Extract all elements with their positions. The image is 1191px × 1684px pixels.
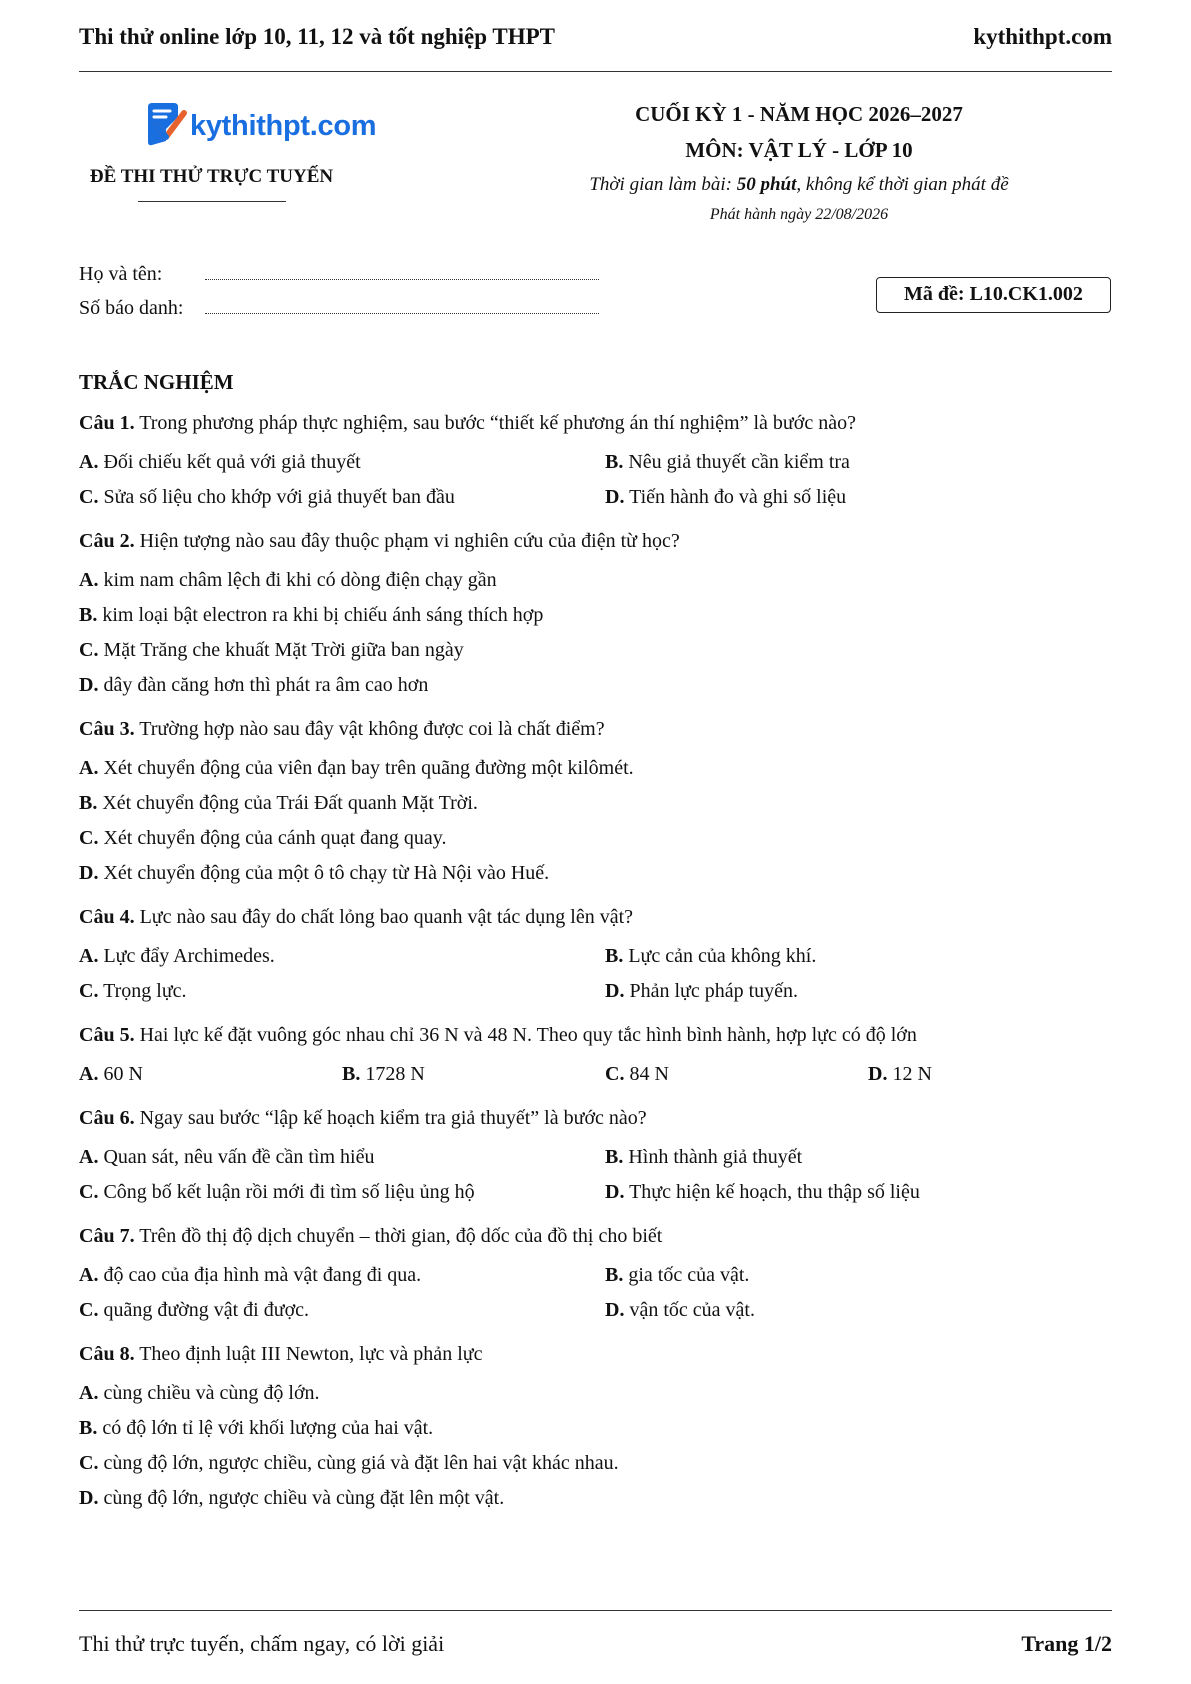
answer-option[interactable] — [79, 1260, 605, 1290]
option-text: 12 N — [892, 1063, 932, 1085]
exam-type-label: ĐỀ THI THỬ TRỰC TUYẾN — [89, 166, 334, 187]
option-text: Xét chuyển động của Trái Đất quanh Mặt Trời. — [102, 792, 478, 814]
answer-option[interactable] — [79, 1378, 1112, 1408]
option-key: D. — [79, 674, 99, 696]
question-text: Trường hợp nào sau đây vật không được coi là chất điểm? — [139, 718, 605, 740]
header-left-text: Thi thử online lớp 10, 11, 12 và tốt nghiệp THPT — [79, 24, 555, 49]
option-text: Nêu giả thuyết cần kiểm tra — [628, 451, 850, 473]
answer-options — [79, 753, 1112, 888]
answer-option[interactable] — [605, 447, 1112, 477]
option-text: có độ lớn tỉ lệ với khối lượng của hai vật. — [102, 1417, 434, 1439]
question-stem — [79, 1020, 1112, 1050]
option-text: Tiến hành đo và ghi số liệu — [629, 486, 847, 508]
option-text: cùng độ lớn, ngược chiều, cùng giá và đặt lên hai vật khác nhau. — [103, 1452, 619, 1474]
exam-release-date: Phát hành ngày 22/08/2026 — [709, 206, 889, 223]
option-text: Quan sát, nêu vấn đề cần tìm hiểu — [103, 1146, 375, 1168]
question-item — [79, 1020, 1112, 1089]
question-stem — [79, 902, 1112, 932]
question-number: Câu 5. — [79, 1024, 135, 1046]
site-logo[interactable] — [144, 96, 444, 156]
section-title: TRẮC NGHIỆM — [79, 370, 234, 394]
option-text: Hình thành giả thuyết — [628, 1146, 803, 1168]
answer-option[interactable] — [79, 1177, 605, 1207]
option-text: Thực hiện kế hoạch, thu thập số liệu — [629, 1181, 920, 1203]
option-text: gia tốc của vật. — [628, 1264, 750, 1286]
option-key: B. — [79, 604, 98, 626]
footer-left-text: Thi thử trực tuyến, chấm ngay, có lời giải — [79, 1631, 445, 1656]
answer-options — [79, 941, 1112, 1006]
question-text: Hai lực kế đặt vuông góc nhau chỉ 36 N và 48 N. Theo quy tắc hình bình hành, hợp lực có độ lớn — [139, 1024, 917, 1046]
option-key: C. — [79, 639, 99, 661]
option-text: Phản lực pháp tuyến. — [629, 980, 799, 1002]
answer-option[interactable] — [79, 941, 605, 971]
question-item — [79, 902, 1112, 1006]
option-key: B. — [79, 792, 98, 814]
exam-info — [579, 96, 1019, 228]
answer-option[interactable] — [79, 565, 1112, 595]
question-text: Lực nào sau đây do chất lỏng bao quanh vật tác dụng lên vật? — [139, 906, 634, 928]
option-key: A. — [79, 569, 99, 591]
answer-option[interactable] — [79, 753, 1112, 783]
answer-option[interactable] — [79, 1059, 342, 1089]
option-key: A. — [79, 1264, 99, 1286]
question-text: Ngay sau bước “lập kế hoạch kiểm tra giả thuyết” là bước nào? — [139, 1107, 647, 1129]
option-text: độ cao của địa hình mà vật đang đi qua. — [103, 1264, 422, 1286]
option-key: B. — [605, 1146, 624, 1168]
option-key: B. — [605, 945, 624, 967]
option-key: D. — [605, 980, 625, 1002]
student-name-row — [79, 262, 599, 296]
question-item — [79, 408, 1112, 512]
answer-option[interactable] — [79, 1448, 1112, 1478]
question-stem — [79, 526, 1112, 556]
exam-title: CUỐI KỲ 1 - NĂM HỌC 2026–2027 — [635, 102, 963, 126]
answer-option[interactable] — [605, 976, 1112, 1006]
option-key: D. — [605, 486, 625, 508]
option-text: Công bố kết luận rồi mới đi tìm số liệu ủng hộ — [103, 1181, 475, 1203]
header-site-link[interactable]: kythithpt.com — [973, 24, 1112, 49]
option-key: C. — [79, 1181, 99, 1203]
exam-heading — [79, 96, 1112, 226]
question-number: Câu 7. — [79, 1225, 135, 1247]
question-text: Theo định luật III Newton, lực và phản lực — [139, 1343, 483, 1365]
option-key: B. — [79, 1417, 98, 1439]
option-key: C. — [79, 1452, 99, 1474]
question-item — [79, 714, 1112, 888]
option-key: C. — [79, 980, 99, 1002]
question-stem — [79, 1221, 1112, 1251]
option-key: B. — [605, 451, 624, 473]
student-info — [79, 262, 599, 330]
answer-option[interactable] — [79, 1483, 1112, 1513]
option-key: B. — [605, 1264, 624, 1286]
option-text: Lực đẩy Archimedes. — [103, 945, 275, 967]
question-list — [79, 408, 1112, 1527]
question-number: Câu 6. — [79, 1107, 135, 1129]
option-key: D. — [79, 862, 99, 884]
option-text: Xét chuyển động của cánh quạt đang quay. — [103, 827, 447, 849]
option-text: Xét chuyển động của một ô tô chạy từ Hà Nội vào Huế. — [103, 862, 550, 884]
option-key: A. — [79, 1146, 99, 1168]
answer-option[interactable] — [79, 1413, 1112, 1443]
student-name-field[interactable] — [205, 262, 599, 280]
answer-options — [79, 565, 1112, 700]
question-stem — [79, 1339, 1112, 1369]
question-number: Câu 4. — [79, 906, 135, 928]
answer-option[interactable] — [79, 1295, 605, 1325]
page-number: Trang 1/2 — [1021, 1631, 1112, 1656]
question-text: Hiện tượng nào sau đây thuộc phạm vi nghiên cứu của điện từ học? — [139, 530, 680, 552]
option-text: Trọng lực. — [103, 980, 187, 1002]
answer-option[interactable] — [605, 1260, 1112, 1290]
student-id-field[interactable] — [205, 296, 599, 314]
option-text: vận tốc của vật. — [629, 1299, 755, 1321]
option-key: D. — [868, 1063, 888, 1085]
answer-options — [79, 1059, 1112, 1089]
option-text: Sửa số liệu cho khớp với giả thuyết ban đầu — [103, 486, 455, 508]
answer-option[interactable] — [342, 1059, 605, 1089]
question-text: Trong phương pháp thực nghiệm, sau bước “thiết kế phương án thí nghiệm” là bước nào? — [139, 412, 856, 434]
option-text: Mặt Trăng che khuất Mặt Trời giữa ban ngày — [103, 639, 464, 661]
option-key: D. — [605, 1299, 625, 1321]
option-text: cùng chiều và cùng độ lớn. — [103, 1382, 320, 1404]
option-text: cùng độ lớn, ngược chiều và cùng đặt lên một vật. — [103, 1487, 505, 1509]
question-number: Câu 1. — [79, 412, 135, 434]
option-key: D. — [79, 1487, 99, 1509]
page-footer — [79, 1610, 1112, 1657]
student-name-label: Họ và tên: — [79, 263, 163, 285]
option-key: C. — [605, 1063, 625, 1085]
option-key: A. — [79, 1063, 99, 1085]
question-item — [79, 1339, 1112, 1513]
exam-duration — [579, 168, 1019, 202]
student-id-label: Số báo danh: — [79, 297, 184, 319]
answer-option[interactable] — [605, 1142, 1112, 1172]
answer-option[interactable] — [79, 635, 1112, 665]
logo-block — [144, 96, 444, 156]
option-text: Xét chuyển động của viên đạn bay trên quãng đường một kilômét. — [103, 757, 634, 779]
answer-option[interactable] — [79, 788, 1112, 818]
question-number: Câu 8. — [79, 1343, 135, 1365]
answer-options — [79, 1378, 1112, 1513]
question-text: Trên đồ thị độ dịch chuyển – thời gian, độ dốc của đồ thị cho biết — [139, 1225, 663, 1247]
subtitle-underline — [79, 201, 344, 202]
option-key: A. — [79, 945, 99, 967]
option-text: kim nam châm lệch đi khi có dòng điện chạy gần — [103, 569, 497, 591]
answer-option[interactable] — [79, 600, 1112, 630]
option-key: C. — [79, 827, 99, 849]
option-key: D. — [605, 1181, 625, 1203]
answer-option[interactable] — [605, 1295, 1112, 1325]
answer-option[interactable] — [79, 1142, 605, 1172]
answer-option[interactable] — [79, 858, 1112, 888]
option-text: kim loại bật electron ra khi bị chiếu ánh sáng thích hợp — [102, 604, 544, 626]
option-text: dây đàn căng hơn thì phát ra âm cao hơn — [103, 674, 429, 696]
exam-subject: MÔN: VẬT LÝ - LỚP 10 — [685, 138, 913, 162]
option-key: B. — [342, 1063, 361, 1085]
answer-option[interactable] — [605, 1059, 868, 1089]
option-key: A. — [79, 1382, 99, 1404]
logo-text-thpt: thpt.com — [256, 109, 377, 142]
answer-option[interactable] — [79, 447, 605, 477]
question-number: Câu 3. — [79, 718, 135, 740]
question-stem — [79, 1103, 1112, 1133]
logo-text-thi: thi — [221, 109, 257, 142]
question-item — [79, 1221, 1112, 1325]
option-key: A. — [79, 451, 99, 473]
option-text: 84 N — [629, 1063, 669, 1085]
option-text: Đối chiếu kết quả với giả thuyết — [103, 451, 361, 473]
option-text: Lực cản của không khí. — [628, 945, 817, 967]
question-item — [79, 1103, 1112, 1207]
logo-wordmark — [190, 110, 376, 143]
answer-option[interactable] — [79, 823, 1112, 853]
exam-duration-prefix: Thời gian làm bài: — [589, 174, 737, 195]
answer-option[interactable] — [868, 1059, 1112, 1089]
option-text: 60 N — [103, 1063, 143, 1085]
answer-options — [79, 447, 1112, 512]
question-stem — [79, 408, 1112, 438]
answer-options — [79, 1260, 1112, 1325]
exam-duration-value: 50 phút — [736, 174, 797, 195]
option-text: 1728 N — [365, 1063, 425, 1085]
answer-option[interactable] — [79, 670, 1112, 700]
answer-option[interactable] — [79, 482, 605, 512]
answer-options — [79, 1142, 1112, 1207]
logo-mark-icon — [144, 101, 188, 151]
answer-option[interactable] — [605, 941, 1112, 971]
question-item — [79, 526, 1112, 700]
option-key: A. — [79, 757, 99, 779]
answer-option[interactable] — [79, 976, 605, 1006]
answer-option[interactable] — [605, 1177, 1112, 1207]
question-number: Câu 2. — [79, 530, 135, 552]
page-header — [79, 22, 1112, 72]
option-key: C. — [79, 1299, 99, 1321]
option-text: quãng đường vật đi được. — [103, 1299, 310, 1321]
exam-code-box: Mã đề: L10.CK1.002 — [876, 277, 1111, 313]
logo-text-ky: ky — [190, 109, 222, 142]
student-id-row — [79, 296, 599, 330]
option-key: C. — [79, 486, 99, 508]
answer-option[interactable] — [605, 482, 1112, 512]
question-stem — [79, 714, 1112, 744]
exam-duration-suffix: , không kể thời gian phát đề — [796, 174, 1009, 195]
